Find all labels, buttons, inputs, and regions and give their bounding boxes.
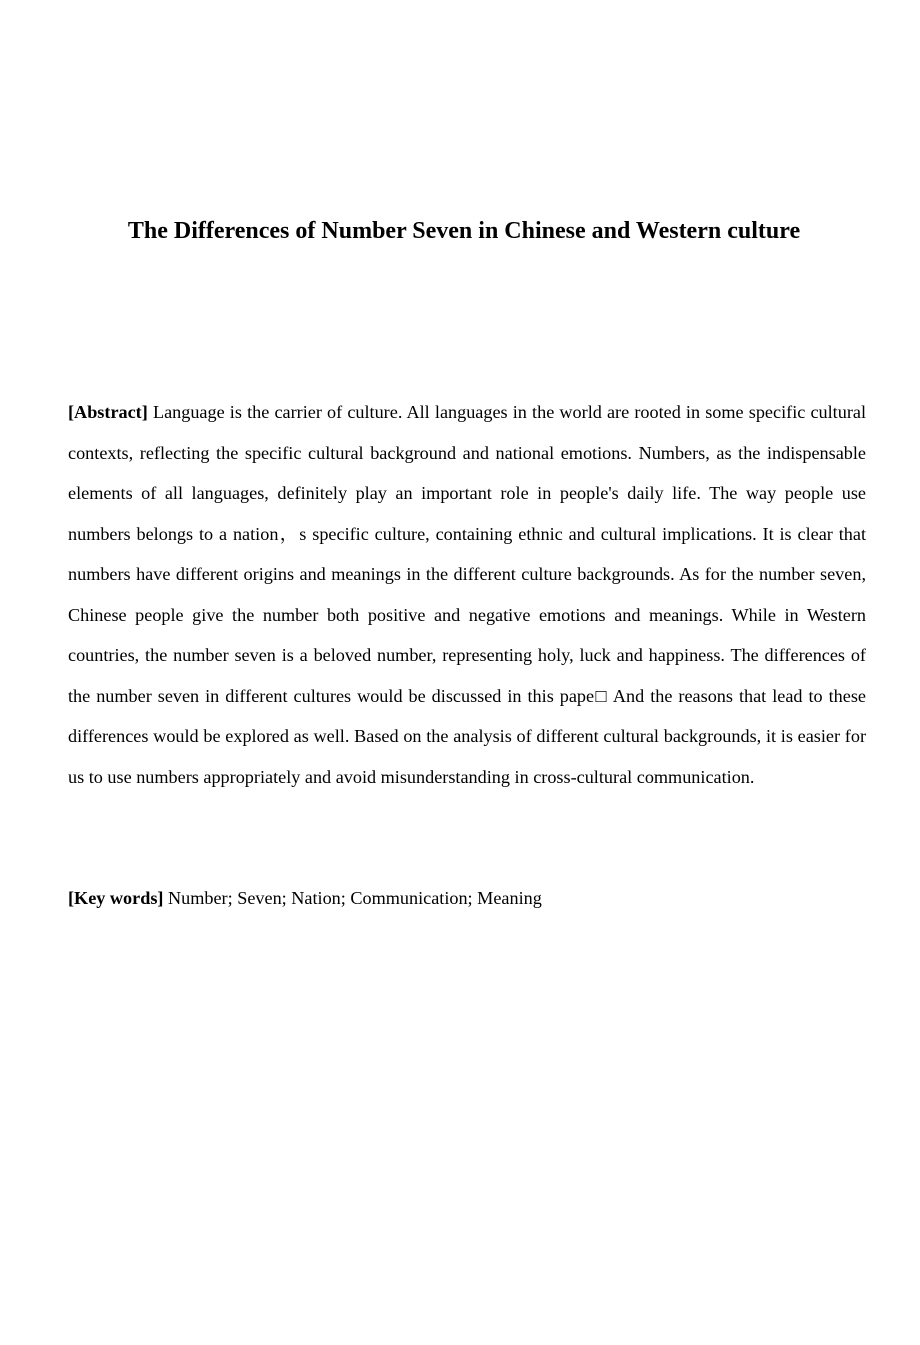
abstract-text: Language is the carrier of culture. All languages in the world are rooted in some specific cultural contexts, reflecting the specific cultural background and national emotions. Numbers, as the indispensable elements of all languages, definitely play an important role in people's daily life. The way people use numbers belongs to a nation，s specific culture, containing ethnic and cultural implications. It is clear that numbers have different origins and meanings in the different culture backgrounds. As for the number seven, Chinese people give the number both positive and negative emotions and meanings. While in Western countries, the number seven is a beloved number, representing holy, luck and happiness. The differences of the number seven in different cultures would be discussed in this pape□ And the reasons that lead to these differences would be explored as well. Based on the analysis of different cultural backgrounds, it is easier for us to use numbers appropriately and avoid misunderstanding in cross-cultural communication. — [68, 402, 867, 787]
abstract-label: [Abstract] — [68, 402, 148, 422]
keywords-paragraph — [68, 880, 866, 916]
paper-title: The Differences of Number Seven in Chinese and Western culture — [127, 218, 801, 244]
keywords-text: Number; Seven; Nation; Communication; Meaning — [168, 888, 542, 908]
keywords-label: [Key words] — [68, 888, 164, 908]
abstract-paragraph — [68, 392, 866, 797]
